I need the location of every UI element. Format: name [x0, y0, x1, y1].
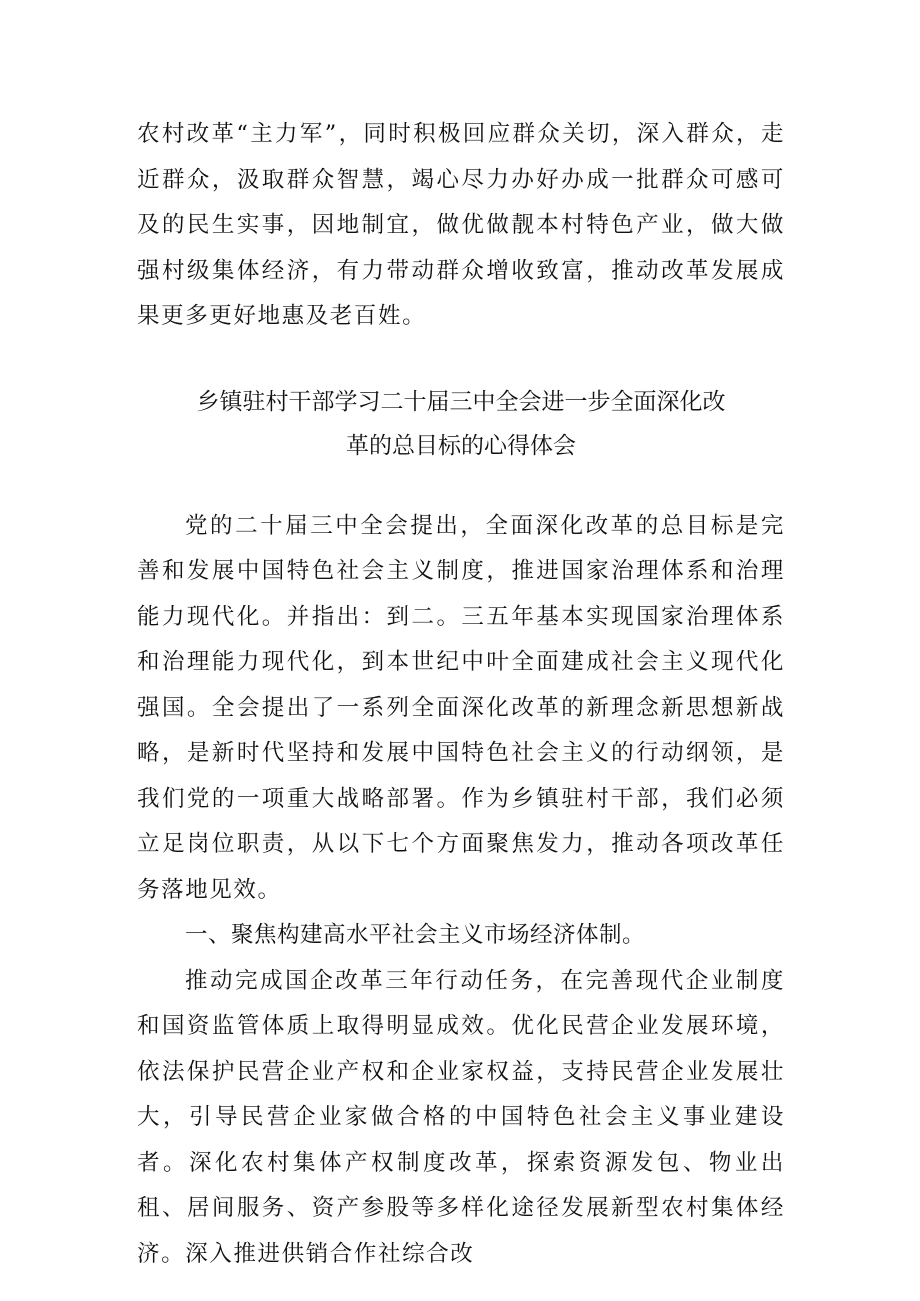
article-title-line-1: 乡镇驻村干部学习二十届三中全会进一步全面深化改 — [196, 388, 726, 415]
body-paragraph-2: 推动完成国企改革三年行动任务，在完善现代企业制度和国资监管体质上取得明显成效。优化民营企业发展环境，依法保护民营企业产权和企业家权益，支持民营企业发展壮大，引导民营企业家做合格的中国特色社会主义事业建设者。深化农村集体产权制度改革，探索资源发包、物业出租、居间服务、资产参股等多样化途径发展新型农村集体经济。深入推进供销合作社综合改 — [137, 967, 785, 1267]
intro-paragraph: 农村改革“主力军”，同时积极回应群众关切，深入群众，走近群众，汲取群众智慧，竭心尽力办好办成一批群众可感可及的民生实事，因地制宜，做优做靓本村特色产业，做大做强村级集体经济，有力带动群众增收致富，推动改革发展成果更多更好地惠及老百姓。 — [137, 121, 785, 329]
article-title — [137, 380, 785, 468]
section-heading-1: 一、聚焦构建高水平社会主义市场经济体制。 — [185, 922, 646, 948]
document-body — [137, 112, 785, 1277]
article-title-line-2: 革的总目标的心得体会 — [346, 432, 576, 459]
body-paragraph-1: 党的二十届三中全会提出，全面深化改革的总目标是完善和发展中国特色社会主义制度，推进国家治理体系和治理能力现代化。并指出：到二。三五年基本实现国家治理体系和治理能力现代化，到本世纪中叶全面建成社会主义现代化强国。全会提出了一系列全面深化改革的新理念新思想新战略，是新时代坚持和发展中国特色社会主义的行动纲领，是我们党的一项重大战略部署。作为乡镇驻村干部，我们必须立足岗位职责，从以下七个方面聚焦发力，推动各项改革任务落地见效。 — [137, 512, 785, 903]
